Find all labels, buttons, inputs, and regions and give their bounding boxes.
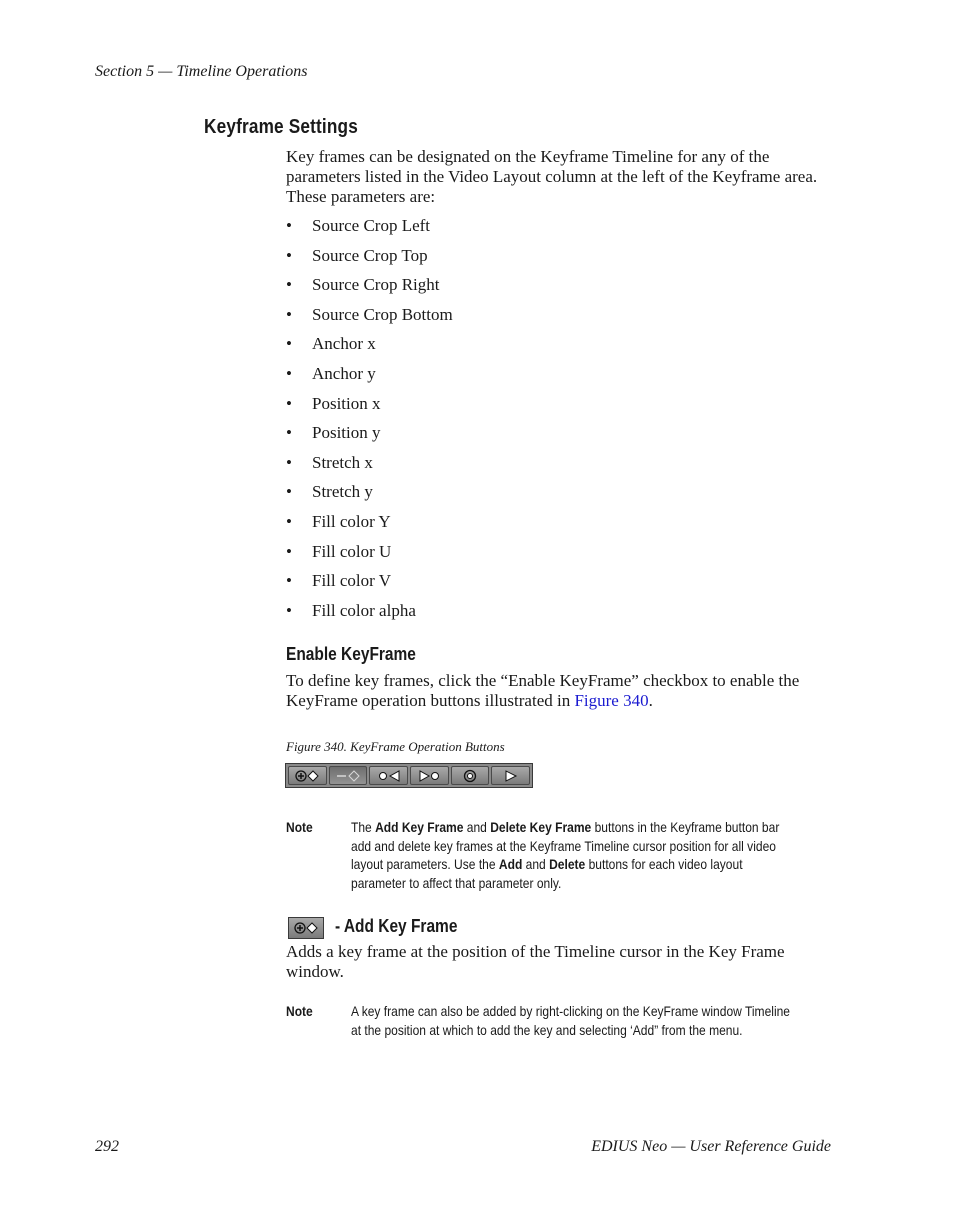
parameter-list (286, 214, 453, 628)
parameter-label: Source Crop Left (312, 216, 431, 235)
parameter-item (286, 540, 453, 570)
figure-caption: Figure 340. KeyFrame Operation Buttons (286, 739, 505, 754)
page-number: 292 (95, 1138, 119, 1155)
parameter-label: Source Crop Top (312, 245, 428, 265)
parameter-item (286, 569, 453, 599)
add-key-frame-heading (288, 916, 458, 940)
bullet: • (286, 541, 292, 561)
parameter-label: Stretch x (312, 452, 373, 472)
enable-text: To define key frames, click the “Enable KeyFrame” checkbox to enable the KeyFrame operation buttons illustrated in (286, 671, 800, 710)
next-keyframe-icon (415, 769, 443, 783)
bullet: • (286, 511, 292, 531)
parameter-item (286, 362, 453, 392)
parameter-item (286, 510, 453, 540)
enable-keyframe-paragraph (286, 671, 831, 711)
parameter-label: Anchor y (312, 363, 376, 383)
bullet: • (286, 482, 292, 502)
add-key-frame-paragraph: Adds a key frame at the position of the Timeline cursor in the Key Frame window. (286, 942, 785, 981)
parameter-item (286, 273, 453, 303)
bullet: • (286, 423, 292, 443)
note-text: The Add Key Frame and Delete Key Frame buttons in the Keyframe button bar add and delete key frames at the Keyframe Timeline cursor position for all video layout parameters. Use the Add and Delete buttons for each video layout parameter to affect that parameter only. (351, 819, 780, 891)
note-label: Note (286, 819, 313, 835)
parameter-item (286, 421, 453, 451)
play-icon (497, 769, 525, 783)
next-keyframe-button[interactable] (410, 766, 449, 785)
parameter-label: Position x (312, 393, 381, 413)
add-keyframe-icon (293, 769, 321, 783)
bullet: • (286, 304, 292, 324)
add-key-frame-title: - Add Key Frame (335, 916, 458, 936)
parameter-item (286, 303, 453, 333)
previous-keyframe-button[interactable] (369, 766, 408, 785)
delete-keyframe-button[interactable] (329, 766, 368, 785)
parameter-item (286, 392, 453, 422)
parameter-label: Fill color V (312, 571, 392, 591)
parameter-label: Stretch y (312, 482, 373, 502)
bullet: • (286, 334, 292, 354)
section-title: Keyframe Settings (204, 116, 358, 138)
parameter-label: Anchor x (312, 334, 376, 354)
bullet: • (286, 216, 292, 235)
bullet: • (286, 275, 292, 295)
enable-text-end: . (648, 691, 653, 710)
reset-icon (456, 769, 484, 783)
parameter-label: Fill color Y (312, 511, 391, 531)
add-keyframe-button[interactable] (288, 766, 327, 785)
running-head: Section 5 — Timeline Operations (95, 63, 308, 80)
parameter-label: Fill color U (312, 541, 392, 561)
bullet: • (286, 245, 292, 265)
intro-paragraph: Key frames can be designated on the Keyframe Timeline for any of the parameters listed in the Video Layout column at the left of the Keyframe area. These parameters are: (286, 147, 818, 206)
bullet: • (286, 571, 292, 591)
parameter-label: Source Crop Bottom (312, 304, 453, 324)
bullet: • (286, 452, 292, 472)
parameter-item (286, 332, 453, 362)
parameter-item (286, 599, 453, 629)
play-button[interactable] (491, 766, 530, 785)
delete-keyframe-icon (334, 769, 362, 783)
bullet: • (286, 363, 292, 383)
previous-keyframe-icon (375, 769, 403, 783)
parameter-item (286, 451, 453, 481)
reset-button[interactable] (451, 766, 490, 785)
bullet: • (286, 600, 292, 620)
parameter-label: Position y (312, 423, 381, 443)
parameter-label: Fill color alpha (312, 600, 416, 620)
parameter-item (286, 214, 453, 244)
note-text: A key frame can also be added by right-clicking on the KeyFrame window Timeline at the position at which to add the key and selecting ‘Add” from the menu. (351, 1003, 791, 1038)
footer-title: EDIUS Neo — User Reference Guide (591, 1138, 831, 1155)
figure-340-link[interactable]: Figure 340 (574, 691, 649, 710)
parameter-item (286, 480, 453, 510)
note-label: Note (286, 1003, 313, 1019)
keyframe-button-bar (285, 763, 533, 788)
bullet: • (286, 393, 292, 413)
add-keyframe-icon (288, 917, 324, 939)
parameter-item (286, 244, 453, 274)
parameter-label: Source Crop Right (312, 275, 440, 295)
enable-keyframe-heading: Enable KeyFrame (286, 644, 416, 664)
